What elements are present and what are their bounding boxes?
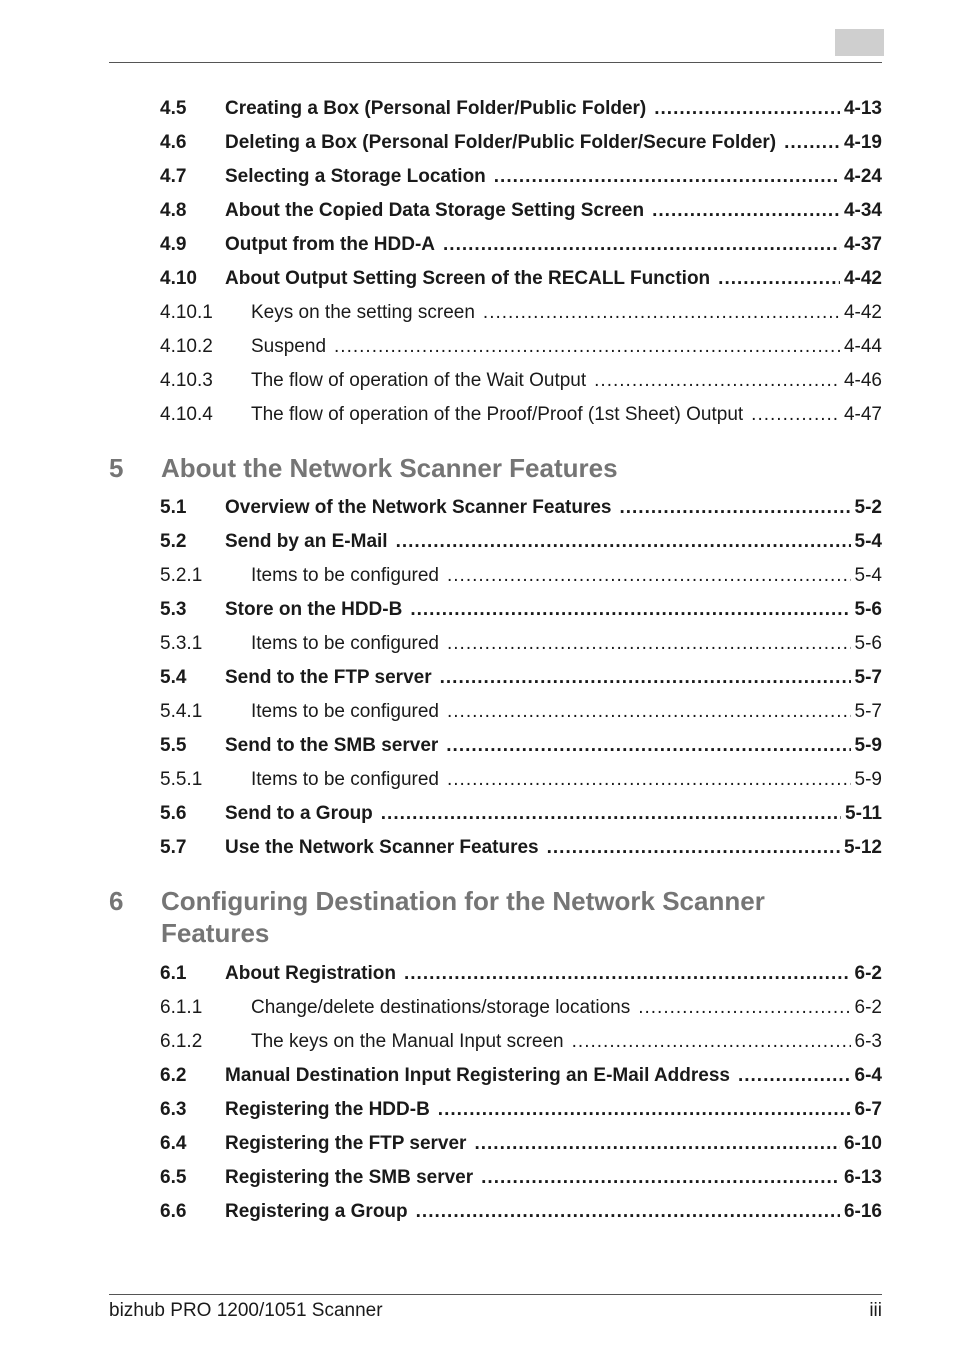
- toc-entry-page: 4-19: [843, 132, 882, 153]
- toc-entry-page: 4-34: [843, 200, 882, 221]
- dot-leader: [334, 335, 840, 359]
- dot-leader: [404, 962, 851, 986]
- toc-entry-title: Registering the FTP server: [225, 1133, 467, 1154]
- toc-entry-title: Items to be configured: [251, 633, 439, 654]
- toc-entry[interactable]: [160, 1030, 882, 1054]
- toc-entry-number: 4.6: [160, 132, 187, 153]
- header-rule: [109, 62, 882, 63]
- toc-entry-page: 4-44: [843, 336, 882, 357]
- toc-entry-title: About Registration: [225, 963, 396, 984]
- toc-entry-title: Send by an E-Mail: [225, 531, 388, 552]
- toc-entry-page: 6-4: [854, 1065, 882, 1086]
- toc-entry-number: 5.5: [160, 735, 187, 756]
- toc-entry-number: 5.4.1: [160, 701, 203, 722]
- toc-entry-title: The flow of operation of the Wait Output: [251, 370, 587, 391]
- toc-entry-number: 6.5: [160, 1167, 187, 1188]
- dot-leader: [447, 700, 851, 724]
- toc-entry-page: 5-12: [843, 837, 882, 858]
- toc-entry-number: 6.1: [160, 963, 187, 984]
- toc-entry[interactable]: [160, 199, 882, 223]
- dot-leader: [718, 267, 840, 291]
- toc-entry-page: 5-7: [854, 667, 882, 688]
- toc-entry-title: Registering a Group: [225, 1201, 408, 1222]
- toc-entry-title: Deleting a Box (Personal Folder/Public Folder/Secure Folder): [225, 132, 777, 153]
- toc-entry-page: 5-11: [845, 803, 882, 824]
- toc-entry-title: Use the Network Scanner Features: [225, 837, 539, 858]
- dot-leader: [481, 1166, 840, 1190]
- toc-entry-page: 6-13: [843, 1167, 882, 1188]
- dot-leader: [474, 1132, 840, 1156]
- toc-entry-page: 6-3: [854, 1031, 882, 1052]
- toc-entry-number: 5.7: [160, 837, 187, 858]
- dot-leader: [751, 403, 840, 427]
- toc-entry-page: 4-24: [843, 166, 882, 187]
- toc-entry[interactable]: [160, 1098, 882, 1122]
- toc-entry-number: 5.5.1: [160, 769, 203, 790]
- dot-leader: [784, 131, 840, 155]
- toc-entry-page: 4-42: [843, 302, 882, 323]
- toc-entry[interactable]: [160, 802, 882, 826]
- toc-entry-title: Change/delete destinations/storage locations: [251, 997, 631, 1018]
- dot-leader: [447, 768, 851, 792]
- toc-entry-page: 6-2: [854, 963, 882, 984]
- dot-leader: [494, 165, 840, 189]
- toc-entry-number: 4.8: [160, 200, 187, 221]
- toc-entry-title: Items to be configured: [251, 565, 439, 586]
- toc-entry-number: 6.3: [160, 1099, 187, 1120]
- toc-entry[interactable]: [160, 97, 882, 121]
- toc-entry[interactable]: [160, 666, 882, 690]
- toc-entry-number: 6.1.2: [160, 1031, 203, 1052]
- toc-entry-title: Overview of the Network Scanner Features: [225, 497, 612, 518]
- dot-leader: [440, 666, 851, 690]
- toc-entry-page: 6-7: [854, 1099, 882, 1120]
- dot-leader: [638, 996, 850, 1020]
- toc-entry-title: The flow of operation of the Proof/Proof (1st Sheet) Output: [251, 404, 744, 425]
- toc-entry[interactable]: [160, 564, 882, 588]
- toc-entry[interactable]: [160, 496, 882, 520]
- toc-entry-page: 4-46: [843, 370, 882, 391]
- toc-entry[interactable]: [160, 403, 882, 427]
- toc-entry-page: 4-42: [843, 268, 882, 289]
- toc-entry-page: 5-9: [854, 735, 882, 756]
- toc-entry[interactable]: [160, 962, 882, 986]
- toc-entry-title: Suspend: [251, 336, 327, 357]
- toc-entry-page: 5-6: [854, 633, 882, 654]
- toc-entry-title: Send to a Group: [225, 803, 373, 824]
- dot-leader: [381, 802, 841, 826]
- toc-entry[interactable]: [160, 131, 882, 155]
- dot-leader: [738, 1064, 851, 1088]
- toc-entry-number: 4.10: [160, 268, 197, 289]
- toc-entry-number: 4.10.4: [160, 404, 213, 425]
- toc-entry-number: 4.10.3: [160, 370, 213, 391]
- chapter-number: 6: [109, 886, 124, 916]
- toc-entry[interactable]: [160, 335, 882, 359]
- toc-entry[interactable]: [160, 1166, 882, 1190]
- toc-entry-number: 5.1: [160, 497, 187, 518]
- toc-entry-title: Selecting a Storage Location: [225, 166, 486, 187]
- dot-leader: [483, 301, 840, 325]
- dot-leader: [547, 836, 840, 860]
- toc-entry-title: Registering the HDD-B: [225, 1099, 430, 1120]
- toc-entry[interactable]: [160, 700, 882, 724]
- toc-entry[interactable]: [160, 836, 882, 860]
- toc-entry[interactable]: [160, 1064, 882, 1088]
- toc-entry-number: 6.4: [160, 1133, 187, 1154]
- dot-leader: [594, 369, 840, 393]
- toc-entry-number: 5.3.1: [160, 633, 203, 654]
- toc-entry[interactable]: [160, 233, 882, 257]
- toc-entry-number: 6.6: [160, 1201, 187, 1222]
- dot-leader: [619, 496, 850, 520]
- toc-entry-number: 4.9: [160, 234, 187, 255]
- dot-leader: [446, 734, 850, 758]
- toc-entry-number: 5.2: [160, 531, 187, 552]
- toc-entry-page: 5-6: [854, 599, 882, 620]
- toc-entry-number: 4.5: [160, 98, 187, 119]
- toc-entry-title: Send to the SMB server: [225, 735, 439, 756]
- toc-entry-title: The keys on the Manual Input screen: [251, 1031, 564, 1052]
- chapter-number: 5: [109, 453, 124, 483]
- toc-entry-page: 5-9: [854, 769, 882, 790]
- toc-entry-number: 4.7: [160, 166, 187, 187]
- toc-entry-page: 4-13: [843, 98, 882, 119]
- footer-rule: [109, 1294, 882, 1295]
- toc-entry-title: Store on the HDD-B: [225, 599, 403, 620]
- toc-entry-number: 6.1.1: [160, 997, 203, 1018]
- dot-leader: [443, 233, 840, 257]
- toc-entry[interactable]: [160, 1200, 882, 1224]
- toc-entry-title: Send to the FTP server: [225, 667, 432, 688]
- toc-entry[interactable]: [160, 996, 882, 1020]
- toc-entry-number: 4.10.1: [160, 302, 213, 323]
- toc-entry-title: Output from the HDD-A: [225, 234, 436, 255]
- toc-entry-page: 5-7: [854, 701, 882, 722]
- toc-entry-title: Keys on the setting screen: [251, 302, 475, 323]
- header-tab-marker: [835, 29, 884, 56]
- toc-entry-page: 5-4: [854, 565, 882, 586]
- toc-entry-title: Registering the SMB server: [225, 1167, 474, 1188]
- toc-entry-title: Creating a Box (Personal Folder/Public Folder): [225, 98, 647, 119]
- dot-leader: [396, 530, 851, 554]
- toc-entry-page: 5-2: [854, 497, 882, 518]
- toc-entry-title: Items to be configured: [251, 769, 439, 790]
- toc-entry-title: About Output Setting Screen of the RECALL Function: [225, 268, 711, 289]
- toc-entry-number: 4.10.2: [160, 336, 213, 357]
- toc-entry-title: Manual Destination Input Registering an E-Mail Address: [225, 1065, 730, 1086]
- dot-leader: [652, 199, 840, 223]
- toc-entry[interactable]: [160, 598, 882, 622]
- chapter-title: Configuring Destination for the Network Scanner Features: [161, 886, 765, 948]
- toc-entry-page: 6-16: [843, 1201, 882, 1222]
- dot-leader: [416, 1200, 840, 1224]
- toc-entry-number: 6.2: [160, 1065, 187, 1086]
- toc-entry-number: 5.6: [160, 803, 187, 824]
- dot-leader: [572, 1030, 851, 1054]
- toc-entry-page: 5-4: [854, 531, 882, 552]
- toc-entry[interactable]: [160, 768, 882, 792]
- footer-page-number: iii: [869, 1300, 882, 1321]
- toc-entry[interactable]: [160, 369, 882, 393]
- footer-document-title: bizhub PRO 1200/1051 Scanner: [109, 1300, 383, 1321]
- toc-entry-number: 5.3: [160, 599, 187, 620]
- chapter-title: About the Network Scanner Features: [161, 453, 618, 483]
- toc-entry[interactable]: [160, 301, 882, 325]
- toc-entry[interactable]: [160, 1132, 882, 1156]
- dot-leader: [447, 564, 851, 588]
- toc-entry[interactable]: [160, 165, 882, 189]
- toc-entry-number: 5.2.1: [160, 565, 203, 586]
- dot-leader: [438, 1098, 851, 1122]
- toc-entry-page: 6-10: [843, 1133, 882, 1154]
- dot-leader: [654, 97, 840, 121]
- toc-entry[interactable]: [160, 267, 882, 291]
- toc-entry[interactable]: [160, 734, 882, 758]
- toc-entry-page: 4-47: [843, 404, 882, 425]
- toc-entry-page: 4-37: [843, 234, 882, 255]
- toc-entry[interactable]: [160, 530, 882, 554]
- toc-entry-number: 5.4: [160, 667, 187, 688]
- toc-entry-title: About the Copied Data Storage Setting Screen: [225, 200, 645, 221]
- dot-leader: [447, 632, 851, 656]
- toc-entry-title: Items to be configured: [251, 701, 439, 722]
- toc-entry[interactable]: [160, 632, 882, 656]
- toc-entry-page: 6-2: [854, 997, 882, 1018]
- dot-leader: [410, 598, 850, 622]
